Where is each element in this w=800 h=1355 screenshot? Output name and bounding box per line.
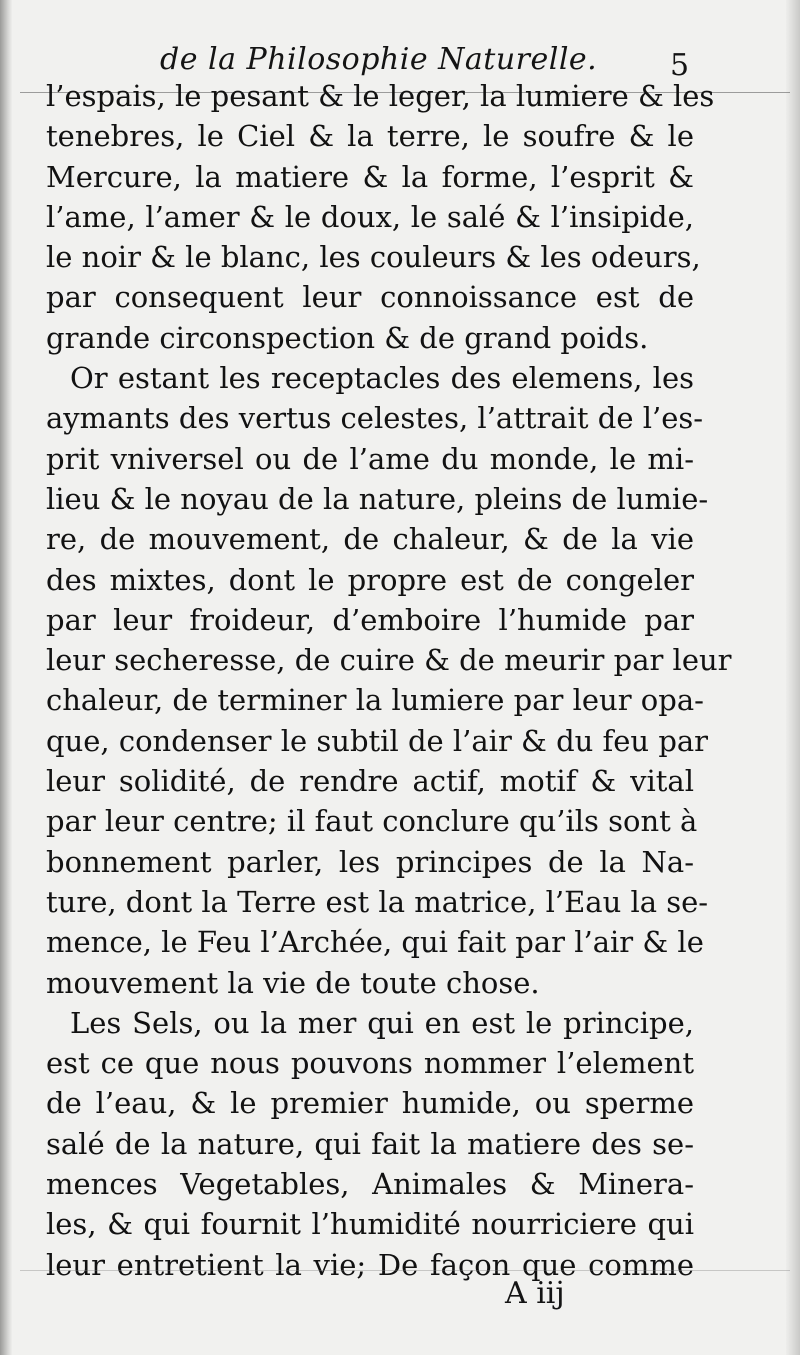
text-line: l’ame, l’amer & le doux, le salé & l’insipide, xyxy=(46,199,694,234)
text-line: bonnement parler, les principes de la Na- xyxy=(46,844,694,879)
text-line: leur solidité, de rendre actif, motif & vital xyxy=(46,764,694,799)
text-line: Mercure, la matiere & la forme, l’esprit & xyxy=(46,159,694,194)
running-head: de la Philosophie Naturelle. xyxy=(160,42,598,77)
text-line: ture, dont la Terre est la matrice, l’Eau la se- xyxy=(46,884,709,919)
text-line: que, condenser le subtil de l’air & du feu par xyxy=(46,723,709,758)
text-line: de l’eau, & le premier humide, ou sperme xyxy=(46,1086,694,1121)
text-line: leur secheresse, de cuire & de meurir par leur xyxy=(46,643,732,678)
text-line: par leur centre; il faut conclure qu’ils sont à xyxy=(46,804,698,839)
text-line: Or estant les receptacles des elemens, les xyxy=(70,361,694,396)
text-line: mouvement la vie de toute chose. xyxy=(46,965,540,1000)
text-line: prit vniversel ou de l’ame du monde, le mi- xyxy=(46,441,694,476)
text-line: Les Sels, ou la mer qui en est le principe, xyxy=(70,1005,694,1040)
text-line: les, & qui fournit l’humidité nourriciere qui xyxy=(46,1207,694,1242)
body-text xyxy=(46,76,732,1285)
text-line: par leur froideur, d’emboire l’humide par xyxy=(46,602,694,637)
text-line: salé de la nature, qui fait la matiere des se- xyxy=(46,1126,694,1161)
text-line: mences Vegetables, Animales & Minera- xyxy=(46,1167,694,1202)
text-line: des mixtes, dont le propre est de congeler xyxy=(46,562,694,597)
text-line: est ce que nous pouvons nommer l’element xyxy=(46,1046,694,1081)
text-line: tenebres, le Ciel & la terre, le soufre & le xyxy=(46,119,694,154)
footer-rule xyxy=(20,1270,790,1271)
text-line: grande circonspection & de grand poids. xyxy=(46,320,649,355)
text-line: aymants des vertus celestes, l’attrait de l’es- xyxy=(46,401,704,436)
page-edge-shadow xyxy=(786,0,800,1355)
page-number: 5 xyxy=(670,48,690,83)
signature-mark: A iij xyxy=(505,1276,565,1311)
text-line: lieu & le noyau de la nature, pleins de lumie- xyxy=(46,481,709,516)
text-line: mence, le Feu l’Archée, qui fait par l’air & le xyxy=(46,925,704,960)
text-line: chaleur, de terminer la lumiere par leur opa- xyxy=(46,683,704,718)
text-line: leur entretient la vie; De façon que comme xyxy=(46,1247,694,1282)
text-line: le noir & le blanc, les couleurs & les odeurs, xyxy=(46,240,701,275)
text-line: re, de mouvement, de chaleur, & de la vie xyxy=(46,522,694,557)
text-line: par consequent leur connoissance est de xyxy=(46,280,694,315)
text-line: l’espais, le pesant & le leger, la lumiere & les xyxy=(46,79,715,113)
page-gutter xyxy=(0,0,12,1355)
